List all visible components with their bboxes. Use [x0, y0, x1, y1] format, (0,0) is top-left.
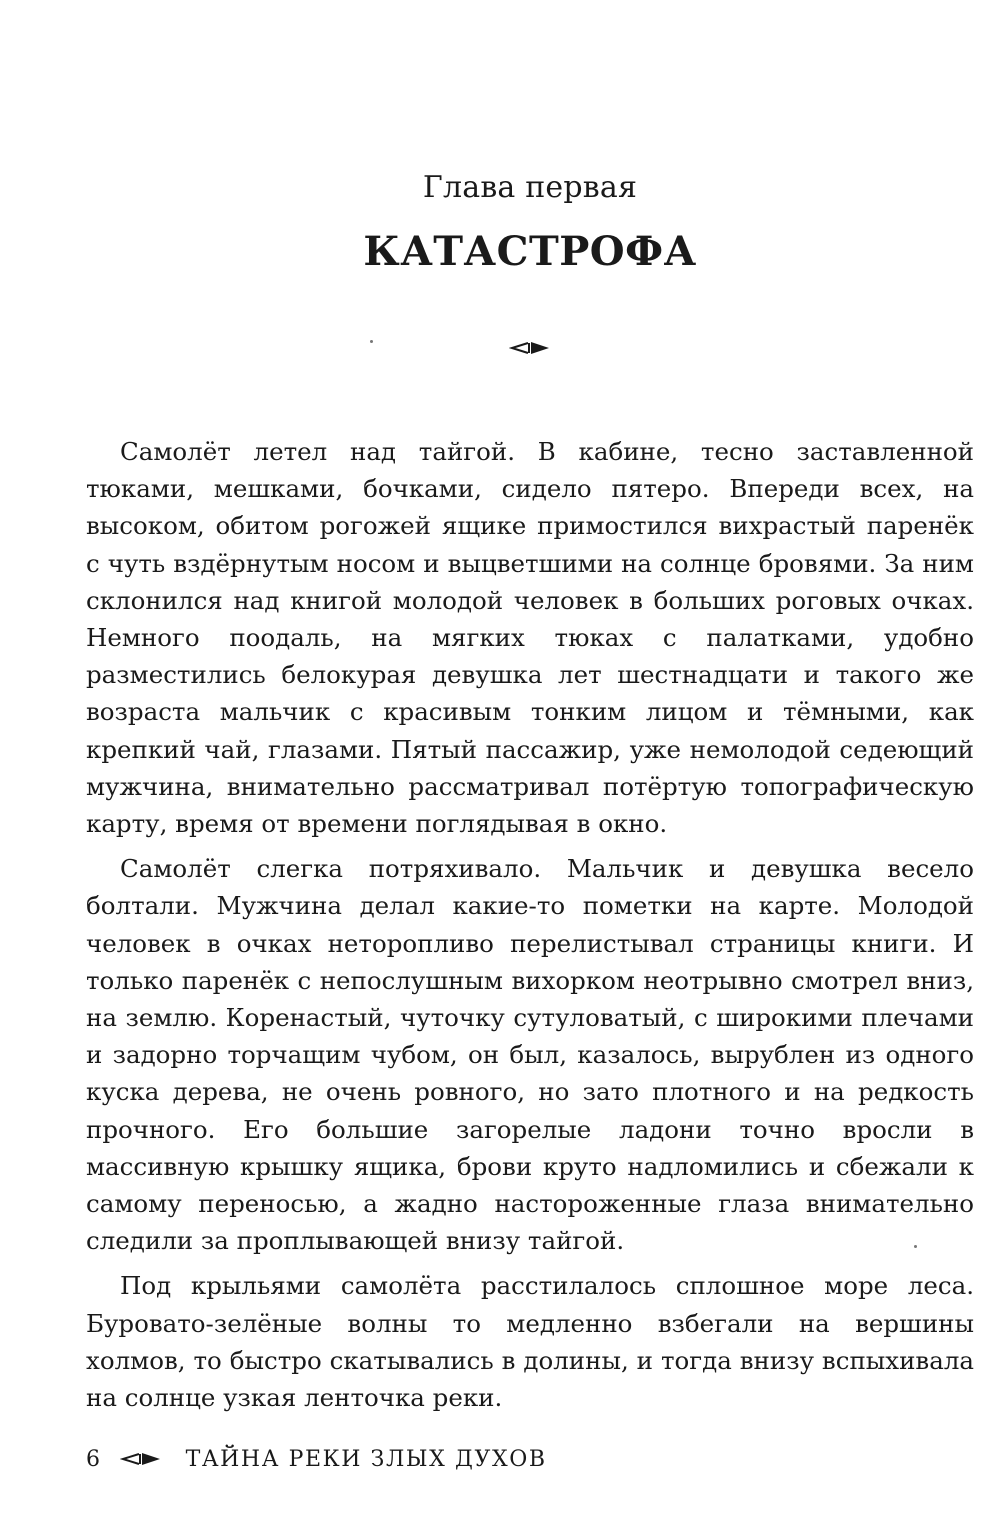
chapter-title: КАТАСТРОФА: [363, 228, 697, 275]
paragraph: Под крыльями самолёта расстилалось сплошное море леса. Буровато-зелёные волны то медленно взбегали на вершины холмов, то быстро скатывались в долины, и тогда внизу вспыхивала на солнце узкая ленточка реки.: [86, 1271, 974, 1413]
page-number: 6: [86, 1446, 102, 1472]
print-speck: [914, 1245, 917, 1248]
bracket-arrow-footer-icon: [120, 1451, 162, 1467]
print-speck: [370, 340, 373, 343]
running-book-title: ТАЙНА РЕКИ ЗЛЫХ ДУХОВ: [185, 1446, 547, 1472]
body-text: [86, 433, 974, 1424]
page-footer: [86, 1442, 547, 1476]
paragraph: Самолёт летел над тайгой. В кабине, тесно заставленной тюками, мешками, бочками, сидело пятеро. Впереди всех, на высоком, обитом рогожей ящике примостился вихрастый паренёк с чуть вздёрнутым носом и выцветшими на солнце бровями. За ним склонился над книгой молодой человек в больших роговых очках. Немного поодаль, на мягких тюках с палатками, удобно разместились белокурая девушка лет шестнадцати и такого же возраста мальчик с красивым тонким лицом и тёмными, как крепкий чай, глазами. Пятый пассажир, уже немолодой седеющий мужчина, внимательно рассматривал потёртую топографическую карту, время от времени поглядывая в окно.: [86, 437, 974, 839]
bracket-arrow-ornament-icon: [509, 340, 551, 356]
paragraph: Самолёт слегка потряхивало. Мальчик и девушка весело болтали. Мужчина делал какие-то пометки на карте. Молодой человек в очках неторопливо перелистывал страницы книги. И только паренёк с непослушным вихорком неотрывно смотрел вниз, на землю. Коренастый, чуточку сутуловатый, с широкими плечами и задорно торчащим чубом, он был, казалось, вырублен из одного куска дерева, не очень ровного, но зато плотного и на редкость прочного. Его большие загорелые ладони точно вросли в массивную крышку ящика, брови круто надломились и сбежали к самому переносью, а жадно настороженные глаза внимательно следили за проплывающей внизу тайгой.: [86, 854, 974, 1256]
chapter-label: Глава первая: [422, 170, 638, 205]
